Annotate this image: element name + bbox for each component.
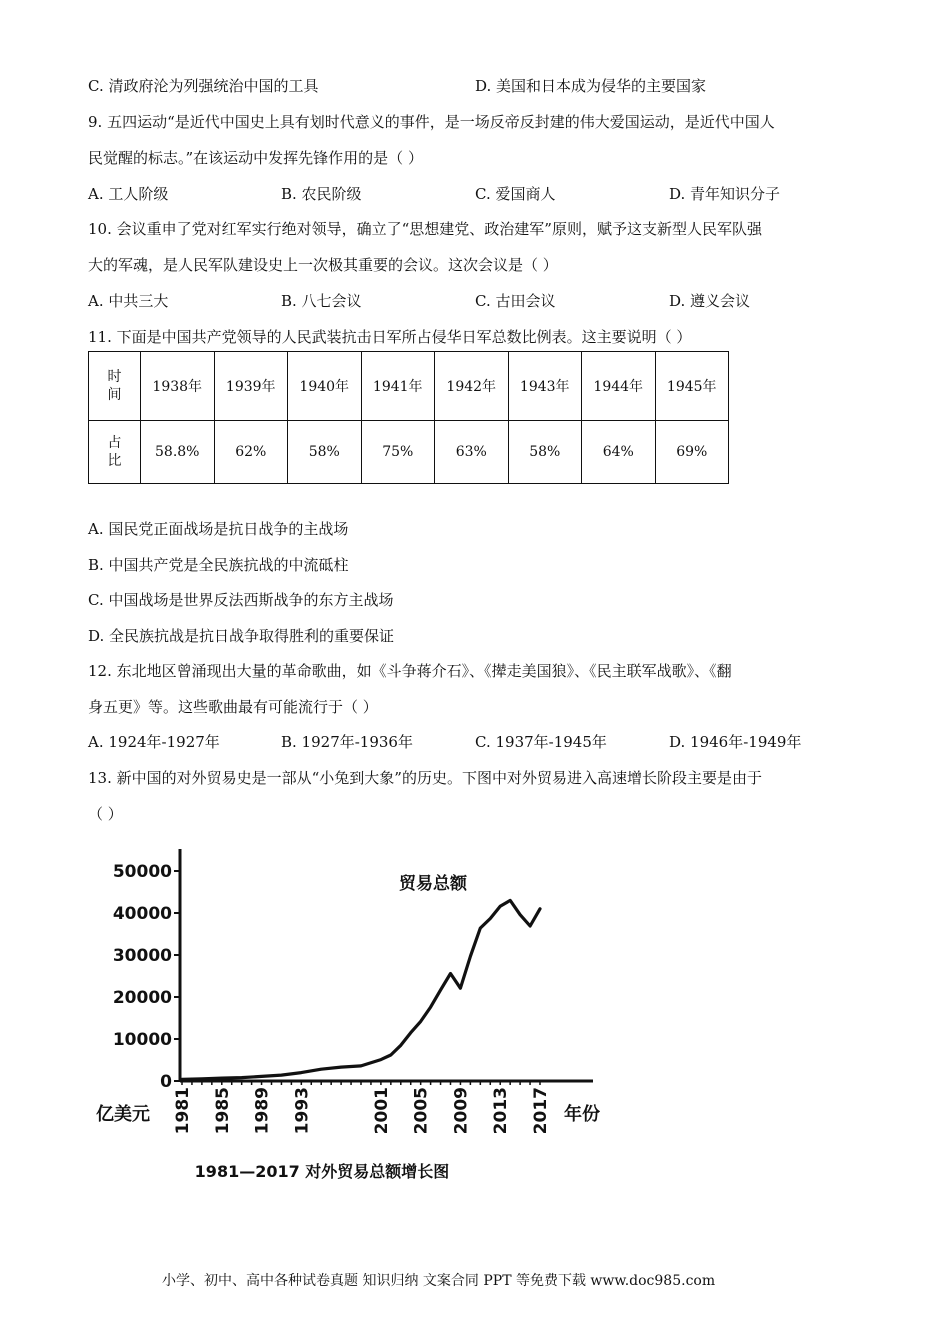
table-cell-year: 1940年 — [288, 352, 362, 421]
q10-option-c: C. 古田会议 — [475, 292, 556, 310]
table-cell-year: 1942年 — [435, 352, 509, 421]
q9-option-b: B. 农民阶级 — [281, 185, 362, 203]
q12-stem-line2: 身五更》等。这些歌曲最有可能流行于（ ） — [88, 698, 378, 716]
page-footer: 小学、初中、高中各种试卷真题 知识归纳 文案合同 PPT 等免费下载 www.doc985.com — [162, 1273, 716, 1289]
y-tick-label: 50000 — [112, 862, 172, 882]
table-cell-ratio: 58% — [288, 421, 362, 484]
q13-stem-line2: （ ） — [88, 805, 123, 823]
q12-option-c: C. 1937年-1945年 — [475, 733, 607, 751]
table-cell-year: 1943年 — [508, 352, 582, 421]
x-tick-label: 2001 — [371, 1087, 392, 1135]
q11-ratio-table — [88, 351, 729, 484]
q8-option-c: C. 清政府沦为列强统治中国的工具 — [88, 77, 319, 95]
y-tick-label: 10000 — [112, 1030, 172, 1050]
y-tick-label: 40000 — [112, 904, 172, 924]
q12-option-b: B. 1927年-1936年 — [281, 733, 413, 751]
table-row-ratios — [89, 421, 729, 484]
q8-option-d: D. 美国和日本成为侵华的主要国家 — [475, 77, 707, 95]
table-cell-ratio: 63% — [435, 421, 509, 484]
series-label: 贸易总额 — [399, 874, 467, 894]
trade-growth-chart — [88, 835, 618, 1185]
q11-option-b: B. 中国共产党是全民族抗战的中流砥柱 — [88, 556, 349, 574]
table-row-years — [89, 352, 729, 421]
q12-stem-line1: 12. 东北地区曾涌现出大量的革命歌曲，如《斗争蒋介石》、《撵走美国狼》、《民主联军战歌》、《翻 — [88, 662, 732, 680]
q9-stem-line1: 9. 五四运动“是近代中国史上具有划时代意义的事件，是一场反帝反封建的伟大爱国运动，是近代中国人 — [88, 113, 775, 131]
q9-option-a: A. 工人阶级 — [88, 185, 169, 203]
x-tick-label: 2013 — [491, 1087, 512, 1135]
table-cell-ratio: 69% — [655, 421, 729, 484]
q12-option-d: D. 1946年-1949年 — [669, 733, 802, 751]
q10-stem-line2: 大的军魂，是人民军队建设史上一次极其重要的会议。这次会议是（ ） — [88, 256, 558, 274]
table-cell-year: 1938年 — [141, 352, 215, 421]
q10-option-a: A. 中共三大 — [88, 292, 169, 310]
x-tick-label: 2005 — [411, 1087, 432, 1135]
x-tick-label: 2009 — [451, 1087, 472, 1135]
y-axis-unit-label: 亿美元 — [96, 1104, 150, 1125]
table-header-time: 时间 — [89, 352, 141, 421]
q11-stem: 11. 下面是中国共产党领导的人民武装抗击日军所占侵华日军总数比例表。这主要说明（ ） — [88, 328, 692, 346]
y-tick-label: 30000 — [112, 946, 172, 966]
x-tick-label: 1993 — [292, 1087, 313, 1135]
table-header-ratio: 占比 — [89, 421, 141, 484]
q11-option-d: D. 全民族抗战是抗日战争取得胜利的重要保证 — [88, 627, 395, 645]
table-cell-year: 1944年 — [582, 352, 656, 421]
table-cell-year: 1945年 — [655, 352, 729, 421]
x-tick-label: 2017 — [531, 1087, 551, 1135]
table-cell-ratio: 75% — [361, 421, 435, 484]
chart-title: 1981—2017 对外贸易总额增长图 — [194, 1162, 450, 1181]
table-cell-year: 1939年 — [214, 352, 288, 421]
series-line-trade-total — [182, 900, 540, 1079]
q10-option-b: B. 八七会议 — [281, 292, 362, 310]
y-tick-label: 0 — [160, 1072, 172, 1092]
q9-option-d: D. 青年知识分子 — [669, 185, 781, 203]
x-tick-label: 1989 — [252, 1087, 273, 1135]
q10-option-d: D. 遵义会议 — [669, 292, 751, 310]
table-cell-ratio: 62% — [214, 421, 288, 484]
q11-option-a: A. 国民党正面战场是抗日战争的主战场 — [88, 520, 349, 538]
q13-stem-line1: 13. 新中国的对外贸易史是一部从“小兔到大象”的历史。下图中对外贸易进入高速增长阶段主要是由于 — [88, 769, 762, 787]
x-axis-label: 年份 — [564, 1104, 600, 1125]
y-tick-label: 20000 — [112, 988, 172, 1008]
x-tick-label: 1985 — [212, 1087, 233, 1135]
q9-stem-line2: 民觉醒的标志。”在该运动中发挥先锋作用的是（ ） — [88, 149, 423, 167]
q9-option-c: C. 爱国商人 — [475, 185, 556, 203]
q10-stem-line1: 10. 会议重申了党对红军实行绝对领导，确立了“思想建党、政治建军”原则，赋予这支新型人民军队强 — [88, 220, 762, 238]
table-cell-ratio: 58% — [508, 421, 582, 484]
table-cell-ratio: 64% — [582, 421, 656, 484]
table-cell-ratio: 58.8% — [141, 421, 215, 484]
table-cell-year: 1941年 — [361, 352, 435, 421]
q11-option-c: C. 中国战场是世界反法西斯战争的东方主战场 — [88, 591, 394, 609]
q12-option-a: A. 1924年-1927年 — [88, 733, 220, 751]
x-tick-label: 1981 — [173, 1087, 193, 1135]
